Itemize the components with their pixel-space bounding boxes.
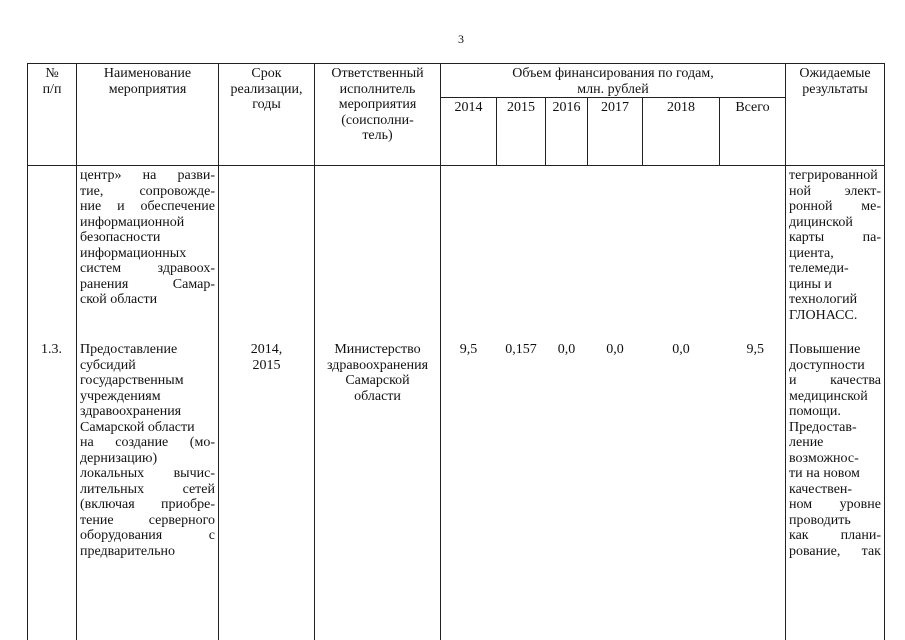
row-name-line: учреждениям bbox=[80, 388, 161, 404]
header-financing: Объем финансирования по годам, млн. рублей bbox=[512, 66, 714, 97]
row-name-line: субсидий bbox=[80, 357, 136, 373]
row-term-line: 2014, bbox=[250, 342, 283, 357]
row-results-line: ном уровне bbox=[789, 497, 881, 512]
page-number: 3 bbox=[458, 32, 464, 46]
continued-results-line: дицинской bbox=[789, 214, 853, 230]
row-name-cell bbox=[80, 342, 215, 559]
row-results-line: доступности bbox=[789, 357, 865, 373]
continued-name-line: центр» на разви- bbox=[80, 168, 215, 183]
col-border-1 bbox=[76, 63, 77, 640]
row-results-line: медицинской bbox=[789, 388, 868, 404]
header-year-2016: 2016 bbox=[552, 100, 581, 115]
continued-results-line: ной элект- bbox=[789, 183, 881, 199]
row-name-line: Предоставление bbox=[80, 342, 178, 357]
continued-name-line: систем здравоох- bbox=[80, 261, 215, 276]
row-executor-line: области bbox=[354, 388, 401, 404]
row-name-line: тение серверного bbox=[80, 512, 215, 528]
continued-results-line: циента, bbox=[789, 245, 834, 261]
header-year-2015: 2015 bbox=[507, 100, 535, 115]
row-name-line: предварительно bbox=[80, 543, 175, 559]
row-results-line: ти на новом bbox=[789, 466, 860, 481]
row-name-line: локальных вычис- bbox=[80, 466, 215, 481]
row-name-line: (включая приобре- bbox=[80, 497, 215, 512]
row-results-line: Предостав- bbox=[789, 419, 857, 435]
col-border-11 bbox=[884, 63, 885, 640]
row-value-2015: 0,157 bbox=[505, 342, 537, 357]
row-value-2016: 0,0 bbox=[557, 342, 576, 357]
row-term-cell bbox=[219, 342, 314, 373]
row-results-line: Повышение bbox=[789, 342, 861, 357]
continued-name-cell bbox=[80, 168, 215, 308]
header-num: № п/п bbox=[42, 66, 62, 97]
table-top-border bbox=[27, 63, 884, 64]
continued-results-line: карты па- bbox=[789, 230, 881, 245]
header-name: Наименование мероприятия bbox=[103, 66, 192, 97]
continued-results-line: технологий bbox=[789, 292, 858, 307]
continued-name-line: информационной bbox=[80, 214, 185, 230]
row-name-line: дернизацию) bbox=[80, 450, 158, 466]
row-results-line: ление bbox=[789, 435, 824, 450]
row-name-line: оборудования с bbox=[80, 528, 215, 543]
row-name-line: лительных сетей bbox=[80, 481, 215, 497]
row-results-line: как плани- bbox=[789, 528, 881, 543]
continued-results-line: ронной ме- bbox=[789, 199, 881, 214]
row-value-2018: 0,0 bbox=[672, 342, 690, 357]
row-name-line: государственным bbox=[80, 373, 184, 388]
row-executor-line: Министерство bbox=[334, 342, 421, 357]
row-results-line: проводить bbox=[789, 512, 851, 528]
continued-name-line: безопасности bbox=[80, 230, 161, 245]
continued-name-line: ние и обеспечение bbox=[80, 199, 215, 214]
row-results-line: и качества bbox=[789, 373, 881, 388]
row-results-line: качествен- bbox=[789, 481, 853, 497]
row-executor-line: Самарской bbox=[345, 373, 410, 388]
header-executor: Ответственный исполнитель мероприятия (соисполни- тель) bbox=[331, 66, 424, 143]
continued-name-line: ской области bbox=[80, 292, 158, 307]
continued-results-line: цины и bbox=[789, 276, 832, 292]
years-divider bbox=[440, 97, 785, 98]
row-term-line: 2015 bbox=[252, 357, 281, 373]
continued-results-line: ГЛОНАСС. bbox=[789, 307, 858, 323]
continued-name-line: тие, сопровожде- bbox=[80, 183, 215, 199]
col-border-10 bbox=[785, 63, 786, 640]
row-executor-cell bbox=[315, 342, 440, 404]
row-name-line: Самарской области bbox=[80, 419, 195, 435]
continued-results-line: тегрированной bbox=[789, 168, 878, 183]
header-results: Ожидаемые результаты bbox=[799, 66, 871, 97]
header-total: Всего bbox=[735, 100, 770, 115]
continued-name-line: ранения Самар- bbox=[80, 276, 215, 292]
continued-results-cell bbox=[789, 168, 881, 323]
row-name-line: на создание (мо- bbox=[80, 435, 215, 450]
continued-name-line: информационных bbox=[80, 245, 187, 261]
row-name-line: здравоохранения bbox=[80, 404, 182, 419]
row-results-cell bbox=[789, 342, 881, 559]
header-year-2017: 2017 bbox=[601, 100, 629, 115]
row-value-2014: 9,5 bbox=[459, 342, 478, 357]
row-value-total: 9,5 bbox=[746, 342, 764, 357]
row-executor-line: здравоохранения bbox=[326, 357, 429, 373]
row-results-line: возможнос- bbox=[789, 450, 859, 466]
row-num: 1.3. bbox=[41, 342, 62, 357]
header-bottom-border bbox=[27, 165, 884, 166]
header-year-2014: 2014 bbox=[454, 100, 483, 115]
header-year-2018: 2018 bbox=[667, 100, 695, 115]
row-results-line: помощи. bbox=[789, 404, 841, 419]
row-value-2017: 0,0 bbox=[606, 342, 624, 357]
row-results-line: рование, так bbox=[789, 543, 881, 559]
header-term: Срок реализации, годы bbox=[230, 66, 303, 112]
col-border-0 bbox=[27, 63, 28, 640]
continued-results-line: телемеди- bbox=[789, 261, 849, 276]
